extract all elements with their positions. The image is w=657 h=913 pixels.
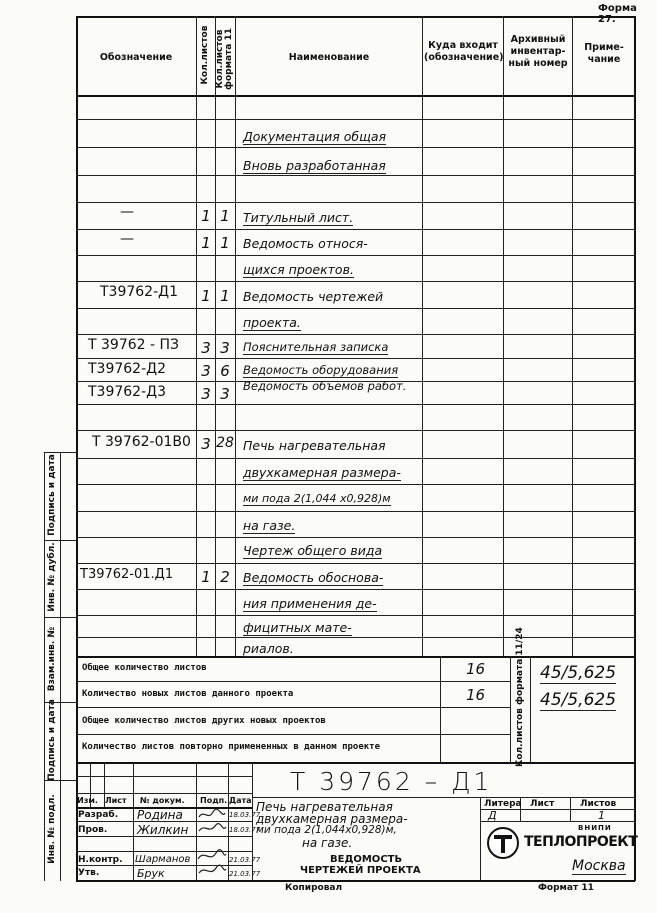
row-sheets-9: 3 bbox=[201, 385, 211, 403]
row-code-7: Т 39762 - ПЗ bbox=[88, 337, 179, 353]
city: Москва bbox=[572, 858, 626, 874]
margin-label-1: Подпись и дата bbox=[47, 454, 57, 536]
stamp-litera-label: Литера bbox=[484, 799, 522, 809]
stamp-lists-value: 1 bbox=[598, 809, 605, 822]
summary-label-3: Количество листов повторно примененных в данном проекте bbox=[82, 742, 381, 752]
stamp-name-0: Родина bbox=[137, 808, 183, 822]
footer-format: Формат 11 bbox=[538, 883, 594, 893]
footer-copied: Копировал bbox=[285, 883, 343, 893]
row-f11-5: 1 bbox=[220, 287, 230, 305]
row-name-2: Титульный лист. bbox=[243, 210, 354, 225]
summary-label-0: Общее количество листов bbox=[82, 663, 207, 673]
row-code-3: — bbox=[120, 231, 134, 247]
row-code-2: — bbox=[120, 204, 134, 220]
row-name-11: двухкамерная размера- bbox=[243, 465, 401, 480]
col-where: Куда входит (обозначение) bbox=[424, 40, 504, 63]
org-logo-icon bbox=[486, 826, 520, 860]
margin-label-3: Взам.инв. № bbox=[47, 626, 57, 692]
stamp-name-2: Шарманов bbox=[135, 854, 191, 865]
stamp-role-0: Разраб. bbox=[78, 810, 119, 820]
row-name-15: Ведомость обоснова- bbox=[243, 570, 384, 585]
col-archive: Архивный инвентар- ный номер bbox=[508, 34, 568, 69]
col-notes: Приме- чание bbox=[584, 42, 624, 65]
row-name-14: Чертеж общего вида bbox=[243, 543, 383, 558]
row-sheets-7: 3 bbox=[201, 339, 211, 357]
row-f11-15: 2 bbox=[220, 568, 230, 586]
row-f11-8: 6 bbox=[220, 362, 230, 380]
row-code-9: Т39762-Д3 bbox=[88, 384, 166, 400]
stamp-name-1: Жилкин bbox=[137, 823, 189, 837]
col-sheets: Кол.листов bbox=[200, 25, 210, 85]
col-format11: Кол.листов формата 11 bbox=[215, 28, 234, 90]
row-code-5: Т39762-Д1 bbox=[100, 284, 178, 300]
row-name-1: Вновь разработанная bbox=[243, 158, 386, 173]
row-name-13: на газе. bbox=[243, 518, 296, 533]
stamp-hdr-doc: № докум. bbox=[140, 796, 185, 805]
org-name: ТЕПЛОПРОЕКТ bbox=[524, 834, 638, 850]
row-name-7: Пояснительная записка bbox=[243, 340, 389, 354]
stamp-role-2: Н.контр. bbox=[78, 855, 123, 865]
stamp-name-3: Брук bbox=[137, 867, 165, 880]
row-sheets-3: 1 bbox=[201, 234, 211, 252]
margin-label-4: Подпись и дата bbox=[47, 699, 57, 781]
row-name-0: Документация общая bbox=[243, 129, 387, 144]
row-name-4: щихся проектов. bbox=[243, 262, 354, 277]
stamp-date-2: 21.03.77 bbox=[229, 856, 261, 864]
row-name-16: ния применения де- bbox=[243, 596, 377, 611]
row-sheets-15: 1 bbox=[201, 568, 211, 586]
row-code-10: Т 39762-01В0 bbox=[92, 434, 191, 450]
stamp-list-label: Лист bbox=[530, 799, 555, 809]
stamp-litera-value: Д bbox=[488, 809, 497, 822]
row-f11-10: 28 bbox=[216, 435, 234, 451]
stamp-hdr-izm: Изм. bbox=[77, 796, 98, 805]
form-label: Форма 27. bbox=[598, 3, 637, 25]
row-name-12: ми пода 2(1,044 х0,928)м bbox=[243, 492, 391, 505]
stamp-hdr-list: Лист bbox=[105, 796, 127, 805]
signature-scribbles bbox=[196, 807, 228, 880]
row-sheets-10: 3 bbox=[201, 435, 211, 453]
row-name-6: проекта. bbox=[243, 315, 301, 330]
stamp-title-0: Печь нагревательная bbox=[256, 800, 393, 814]
margin-label-5: Инв. № подл. bbox=[47, 794, 57, 864]
summary-right-0: 45/5,625 bbox=[540, 663, 617, 683]
row-name-9: Ведомость объемов работ. bbox=[243, 379, 407, 393]
summary-label-1: Количество новых листов данного проекта bbox=[82, 689, 294, 699]
stamp-title-2: ми пода 2(1,044х0,928)м, bbox=[256, 824, 397, 836]
stamp-title-3: на газе. bbox=[302, 836, 353, 850]
stamp-designation: Т 39762 – Д1 bbox=[290, 767, 493, 796]
stamp-hdr-sign: Подп. bbox=[200, 796, 228, 805]
col-name: Наименование bbox=[288, 52, 370, 63]
org-small: ВНИПИ bbox=[578, 824, 612, 832]
stamp-date-0: 18.03.77 bbox=[229, 811, 261, 819]
stamp-title-1: двухкамерная размера- bbox=[256, 812, 408, 826]
col-designation: Обозначение bbox=[99, 52, 173, 63]
row-code-8: Т39762-Д2 bbox=[88, 361, 166, 377]
summary-value-0: 16 bbox=[466, 660, 486, 678]
stamp-role-3: Утв. bbox=[78, 868, 100, 878]
summary-right-1: 45/5,625 bbox=[540, 690, 617, 710]
row-sheets-2: 1 bbox=[201, 207, 211, 225]
stamp-doctype-0: ВЕДОМОСТЬ bbox=[330, 854, 403, 865]
row-sheets-8: 3 bbox=[201, 362, 211, 380]
row-name-18: риалов. bbox=[243, 641, 294, 656]
row-f11-7: 3 bbox=[220, 339, 230, 357]
row-f11-3: 1 bbox=[220, 234, 230, 252]
row-name-17: фицитных мате- bbox=[243, 620, 352, 635]
row-name-5: Ведомость чертежей bbox=[243, 289, 384, 304]
stamp-date-3: 21.03.77 bbox=[229, 870, 261, 878]
row-f11-9: 3 bbox=[220, 385, 230, 403]
row-f11-2: 1 bbox=[220, 207, 230, 225]
stamp-hdr-date: Дата bbox=[229, 796, 252, 805]
row-name-10: Печь нагревательная bbox=[243, 438, 386, 453]
stamp-date-1: 18.03.77 bbox=[229, 826, 261, 834]
stamp-lists-label: Листов bbox=[580, 799, 617, 809]
margin-label-2: Инв. № дубл. bbox=[47, 542, 57, 612]
row-code-15: Т39762-01.Д1 bbox=[80, 567, 174, 582]
row-sheets-5: 1 bbox=[201, 287, 211, 305]
row-name-3: Ведомость относя- bbox=[243, 236, 368, 251]
summary-value-1: 16 bbox=[466, 686, 486, 704]
summary-label-2: Общее количество листов других новых проектов bbox=[82, 716, 326, 726]
summary-vertical-label: Кол.листов формата 11/24 bbox=[515, 627, 525, 767]
stamp-doctype-1: ЧЕРТЕЖЕЙ ПРОЕКТА bbox=[300, 865, 421, 876]
stamp-role-1: Пров. bbox=[78, 825, 108, 835]
row-name-8: Ведомость оборудования bbox=[243, 363, 399, 377]
